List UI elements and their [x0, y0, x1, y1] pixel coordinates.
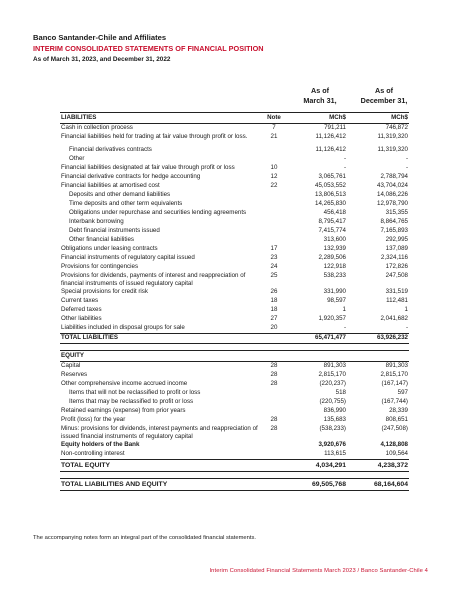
row-value-december: 28,339: [389, 407, 408, 414]
column-header-december: [356, 86, 412, 106]
row-value-march: 45,053,552: [315, 182, 346, 189]
row-value-march: 836,990: [323, 407, 346, 414]
row-label: Liabilities included in disposal groups for sale: [61, 324, 185, 331]
row-value-march: 122,918: [323, 263, 346, 270]
table-row: [60, 155, 409, 164]
row-value-march: 1,920,357: [318, 315, 346, 322]
row-value-december: (167,147): [381, 380, 408, 387]
row-label: Obligations under leasing contracts: [61, 245, 158, 252]
row-label: LIABILITIES: [60, 113, 260, 124]
column-header-march-line1: As of: [311, 86, 329, 95]
row-label: Special provisions for credit risk: [61, 288, 148, 295]
row-value-december: 808,651: [385, 416, 408, 423]
row-note: 28: [270, 416, 278, 423]
row-note: 27: [270, 315, 278, 322]
row-value-december: 2,041,682: [380, 315, 408, 322]
row-value-march: 538,233: [323, 272, 346, 279]
table-row: [60, 344, 409, 351]
table-row: [60, 164, 409, 173]
row-value-march: 11,126,412: [315, 146, 346, 153]
table-row: [60, 113, 409, 124]
row-value-december: 8,864,765: [380, 218, 408, 225]
row-label: Other: [69, 155, 85, 162]
row-value-march: 69,505,768: [288, 479, 347, 491]
table-row: [60, 297, 409, 306]
row-value-march: 98,597: [327, 297, 346, 304]
row-label: Non-controlling interest: [61, 450, 125, 457]
row-note: 21: [270, 133, 278, 140]
column-header-march: [298, 86, 342, 106]
row-label: Provisions for contingencies: [61, 263, 139, 270]
row-value-december: 14,086,226: [377, 191, 408, 198]
row-value-march: 65,471,477: [288, 334, 347, 344]
row-value-december: 2,815,170: [380, 371, 408, 378]
row-value-december: 63,926,232: [347, 334, 409, 344]
row-value-march: 518: [335, 389, 346, 396]
row-value-march: (220,755): [319, 398, 346, 405]
table-row: [60, 479, 409, 491]
row-value-march: 313,600: [323, 236, 346, 243]
table-row: [60, 124, 409, 134]
row-note: [260, 389, 288, 398]
row-note: 28: [270, 362, 278, 369]
row-note: 26: [270, 288, 278, 295]
row-note: [260, 450, 288, 460]
row-value-march: 1: [342, 306, 346, 313]
row-label: Obligations under repurchase and securities lending agreements: [69, 209, 247, 216]
row-value-december: 292,995: [385, 236, 408, 243]
row-value-december: 891,303: [385, 362, 408, 369]
row-note: [260, 472, 288, 479]
row-value-december: 11,319,320: [377, 133, 408, 140]
row-note: 24: [270, 263, 278, 270]
row-value-december: 746,872: [385, 124, 408, 131]
row-value-december: 4,238,372: [347, 460, 409, 472]
row-note: [260, 146, 288, 155]
row-value-december: 137,089: [385, 245, 408, 252]
row-label: Other financial liabilities: [69, 236, 134, 243]
row-value-march: (538,233): [319, 425, 346, 432]
row-value-march: [288, 351, 347, 362]
table-row: [60, 173, 409, 182]
financial-position-table: [60, 112, 409, 491]
row-value-december: 7,165,893: [380, 227, 408, 234]
row-label: Financial derivative contracts for hedge accounting: [61, 173, 201, 180]
row-value-december: -: [405, 155, 408, 162]
table-row: [60, 398, 409, 407]
column-header-march-line2: March 31,: [303, 96, 337, 105]
table-row: [60, 191, 409, 200]
table-row: [60, 416, 409, 425]
row-value-march: (220,237): [319, 380, 346, 387]
row-value-march: 3,065,761: [318, 173, 346, 180]
table-row: [60, 200, 409, 209]
row-value-december: 4,128,808: [380, 441, 408, 448]
table-row: [60, 315, 409, 324]
row-label: Time deposits and other term equivalents: [69, 200, 183, 207]
row-note: 17: [270, 245, 278, 252]
row-note: [260, 209, 288, 218]
row-value-december: 247,508: [385, 272, 408, 279]
table-row: [60, 245, 409, 254]
row-value-march: 11,126,412: [315, 133, 346, 140]
row-label: Current taxes: [61, 297, 99, 304]
row-note: [260, 191, 288, 200]
row-label: Financial liabilities at amortised cost: [61, 182, 160, 189]
row-value-march: -: [343, 324, 346, 331]
row-label: Profit (loss) for the year: [61, 416, 126, 423]
row-label: Items that may be reclassified to profit or loss: [69, 398, 194, 405]
company-name: Banco Santander-Chile and Affiliates: [33, 33, 167, 42]
row-value-december: 172,826: [385, 263, 408, 270]
row-value-december: 331,519: [385, 288, 408, 295]
table-row: [60, 460, 409, 472]
table-row: [60, 306, 409, 315]
row-label: Reserves: [61, 371, 88, 378]
row-label: Interbank borrowing: [69, 218, 124, 225]
row-note: Note: [260, 113, 288, 124]
table-row: [60, 450, 409, 460]
row-label: Items that will not be reclassified to profit or loss: [69, 389, 201, 396]
row-note: [260, 227, 288, 236]
row-value-march: 8,795,417: [318, 218, 346, 225]
row-label: Financial liabilities designated at fair value through profit or loss: [61, 164, 235, 171]
row-value-march: 331,990: [323, 288, 346, 295]
row-value-march: -: [343, 155, 346, 162]
row-value-march: 13,806,513: [315, 191, 346, 198]
row-value-march: -: [343, 164, 346, 171]
row-note: 22: [270, 182, 278, 189]
row-note: 23: [270, 254, 278, 261]
row-label: Equity holders of the Bank: [61, 441, 140, 448]
row-value-december: [347, 472, 409, 479]
row-note: 20: [270, 324, 278, 331]
column-header-december-line2: December 31,: [360, 96, 408, 105]
table-row: [60, 334, 409, 344]
row-value-december: 12,978,790: [377, 200, 408, 207]
row-value-december: 2,324,116: [380, 254, 408, 261]
row-value-march: 791,211: [324, 124, 346, 131]
table-body: [60, 113, 409, 491]
row-value-march: MCh$: [288, 113, 347, 124]
footnote: The accompanying notes form an integral part of the consolidated financial statements.: [33, 535, 256, 541]
table-row: [60, 236, 409, 245]
row-note: 7: [272, 124, 276, 131]
row-note: [260, 398, 288, 407]
row-label: [60, 472, 260, 479]
row-label: TOTAL LIABILITIES: [60, 334, 260, 344]
row-value-december: 597: [397, 389, 408, 396]
row-note: [260, 407, 288, 416]
table-row: [60, 182, 409, 191]
row-note: [260, 155, 288, 164]
row-value-march: 7,415,774: [318, 227, 346, 234]
row-label: [60, 344, 260, 351]
table-row: [60, 272, 409, 288]
row-value-march: 132,939: [323, 245, 346, 252]
row-label: Debt financial instruments issued: [69, 227, 160, 234]
table-row: [60, 362, 409, 372]
row-note: 10: [270, 164, 278, 171]
table-row: [60, 227, 409, 236]
row-label: Provisions for dividends, payments of interest and reappreciation of financial instruments of issued regulatory capital: [61, 272, 246, 287]
table-row: [60, 288, 409, 297]
table-row: [60, 351, 409, 362]
row-value-march: 14,265,830: [315, 200, 346, 207]
row-value-march: 2,289,506: [318, 254, 346, 261]
row-value-december: 315,355: [385, 209, 408, 216]
table-row: [60, 425, 409, 441]
row-value-december: 109,564: [385, 450, 408, 457]
row-value-december: MCh$: [347, 113, 409, 124]
row-note: 18: [270, 306, 278, 313]
row-note: 28: [270, 371, 278, 378]
row-note: [260, 460, 288, 472]
row-note: [260, 200, 288, 209]
row-value-december: -: [405, 324, 408, 331]
row-note: [260, 351, 288, 362]
row-label: Deferred taxes: [61, 306, 102, 313]
row-value-march: 3,920,676: [318, 441, 346, 448]
row-value-december: 2,788,794: [380, 173, 408, 180]
row-value-december: -: [405, 164, 408, 171]
row-label: Financial instruments of regulatory capital issued: [61, 254, 195, 261]
row-note: 18: [270, 297, 278, 304]
page-footer: Interim Consolidated Financial Statements March 2023 / Banco Santander-Chile 4: [209, 568, 428, 574]
table-row: [60, 133, 409, 142]
row-note: 28: [270, 425, 278, 432]
row-value-march: 891,303: [323, 362, 346, 369]
row-note: [260, 479, 288, 491]
row-label: Cash in collection process: [61, 124, 133, 131]
table-row: [60, 209, 409, 218]
row-label: Minus: provisions for dividends, interest payments and reappreciation of issued financial instruments of regulatory capital: [61, 425, 258, 440]
row-label: Other liabilities: [61, 315, 102, 322]
row-value-december: [347, 351, 409, 362]
table-row: [60, 389, 409, 398]
row-value-march: 113,615: [324, 450, 346, 457]
row-label: Other comprehensive income accrued income: [61, 380, 188, 387]
row-value-december: (167,744): [381, 398, 408, 405]
statement-title: INTERIM CONSOLIDATED STATEMENTS OF FINANCIAL POSITION: [33, 44, 264, 53]
row-label: Retained earnings (expense) from prior years: [61, 407, 186, 414]
row-value-december: [347, 344, 409, 351]
table-row: [60, 371, 409, 380]
row-note: [260, 334, 288, 344]
row-value-december: 1: [404, 306, 408, 313]
table-row: [60, 218, 409, 227]
row-label: TOTAL LIABILITIES AND EQUITY: [60, 479, 260, 491]
row-value-march: [288, 472, 347, 479]
table-row: [60, 407, 409, 416]
row-note: [260, 218, 288, 227]
row-value-march: 2,815,170: [318, 371, 346, 378]
table-row: [60, 263, 409, 272]
row-label: Financial liabilities held for trading at fair value through profit or loss.: [61, 133, 248, 140]
row-value-march: 4,034,291: [288, 460, 347, 472]
row-value-march: 135,683: [323, 416, 346, 423]
row-note: [260, 236, 288, 245]
table-row: [60, 254, 409, 263]
row-value-december: 11,319,320: [377, 146, 408, 153]
row-note: 12: [270, 173, 278, 180]
row-value-december: 68,164,604: [347, 479, 409, 491]
table-row: [60, 380, 409, 389]
row-note: 28: [270, 380, 278, 387]
row-label: Financial derivatives contracts: [69, 146, 152, 153]
row-value-december: (247,508): [381, 425, 408, 432]
column-header-december-line1: As of: [375, 86, 393, 95]
row-note: [260, 441, 288, 450]
table-row: [60, 324, 409, 334]
table-row: [60, 441, 409, 450]
statement-date: As of March 31, 2023, and December 31, 2022: [33, 56, 171, 63]
row-label: TOTAL EQUITY: [60, 460, 260, 472]
row-value-march: 456,418: [323, 209, 346, 216]
row-value-december: 43,704,024: [377, 182, 408, 189]
row-value-december: 112,481: [386, 297, 408, 304]
table-row: [60, 146, 409, 155]
row-note: [260, 344, 288, 351]
row-value-march: [288, 344, 347, 351]
row-label: Capital: [61, 362, 81, 369]
row-label: Deposits and other demand liabilities: [69, 191, 171, 198]
table-row: [60, 472, 409, 479]
row-label: EQUITY: [60, 351, 260, 362]
row-note: 25: [270, 272, 278, 279]
